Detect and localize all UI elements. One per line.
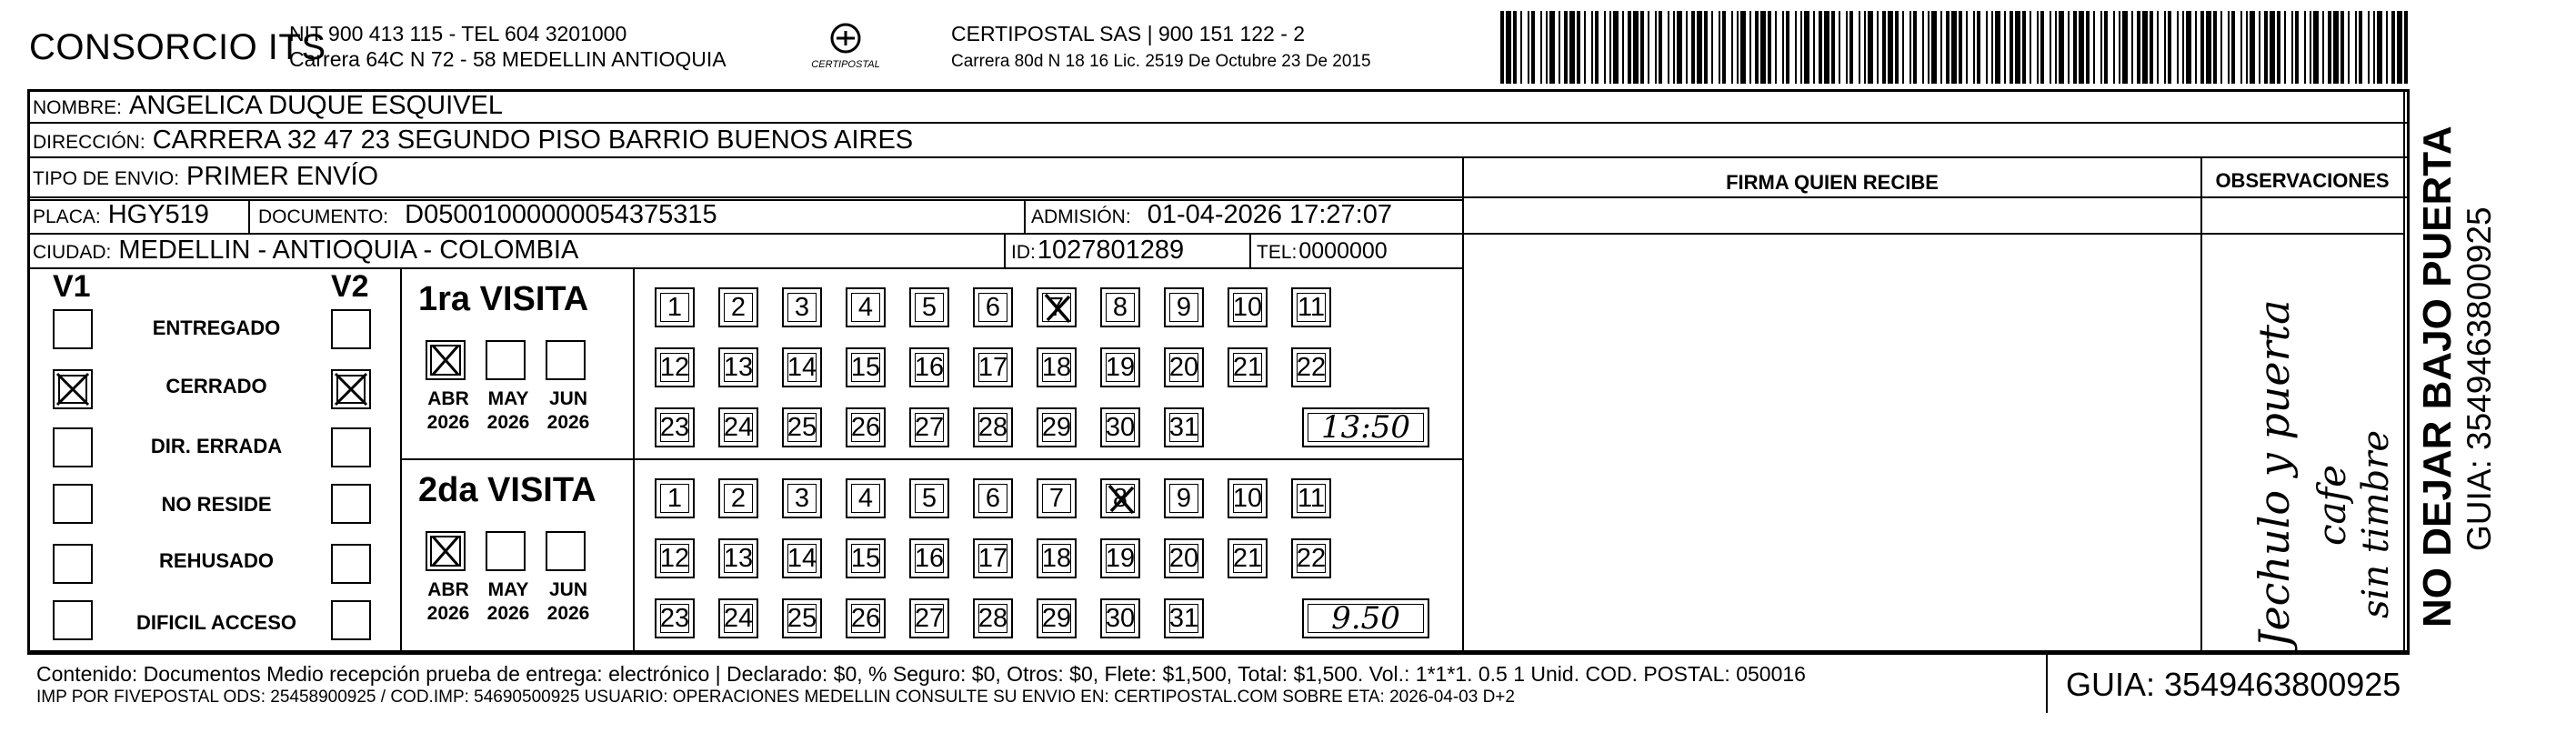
day-box[interactable]: 19 [1100, 538, 1140, 578]
footer-line1: Contenido: Documentos Medio recepción prueba de entrega: electrónico | Declarado: $0, % Seguro: $0, Otros: $0, Flete: $1,500, Total: $1,500. Vol.: 1*1*1. 0.5 1 Unid. COD. POSTAL: 050016 [36, 662, 1806, 686]
placa-label: PLACA: [33, 206, 101, 227]
day-box[interactable]: 17 [973, 347, 1013, 387]
day-box[interactable]: 8 [1100, 478, 1140, 518]
obs-hand-3: sin timbre [2355, 430, 2397, 618]
month-name: JUN [548, 579, 587, 600]
day-box[interactable]: 15 [846, 538, 886, 578]
admision-value: 01-04-2026 17:27:07 [1147, 200, 1392, 229]
day-box[interactable]: 5 [909, 287, 949, 327]
day-box[interactable]: 7 [1037, 287, 1077, 327]
month-name: MAY [487, 579, 529, 600]
visit-time: 13:50 [1321, 409, 1410, 446]
direccion-value: CARRERA 32 47 23 SEGUNDO PISO BARRIO BUENOS AIRES [152, 126, 914, 155]
day-box[interactable]: 28 [973, 407, 1013, 447]
status-label: NO RESIDE [161, 493, 272, 516]
ciudad-label: CIUDAD: [33, 242, 112, 263]
obs-hand-2: cafe [2310, 465, 2354, 546]
day-box[interactable]: 14 [782, 538, 822, 578]
month-checkbox[interactable] [426, 531, 466, 571]
tel-row [1257, 238, 1388, 265]
day-box[interactable]: 5 [909, 478, 949, 518]
month-year: 2026 [486, 603, 530, 624]
day-box[interactable]: 1 [655, 478, 695, 518]
day-box[interactable]: 26 [846, 407, 886, 447]
observaciones-label: OBSERVACIONES [2215, 169, 2390, 192]
documento-label: DOCUMENTO: [258, 206, 389, 227]
footer-guia: GUIA: 3549463800925 [2066, 666, 2401, 703]
side-title: NO DEJAR BAJO PUERTA [2415, 126, 2460, 628]
day-box[interactable]: 25 [782, 407, 822, 447]
day-box[interactable]: 3 [782, 287, 822, 327]
ciudad-value: MEDELLIN - ANTIOQUIA - COLOMBIA [118, 236, 579, 265]
status-label: REHUSADO [159, 549, 274, 572]
tel-label: TEL: [1257, 242, 1298, 263]
admision-row [1031, 200, 1392, 230]
placa-row [33, 200, 209, 230]
obs-hand-1: Jechulo y puerta [2250, 299, 2299, 648]
visit-title: 2da VISITA [418, 471, 596, 509]
month-checkbox[interactable] [546, 531, 586, 571]
visit-time-box[interactable] [1302, 598, 1429, 638]
day-box[interactable]: 16 [909, 538, 949, 578]
nit-line: NIT 900 413 115 - TEL 604 3201000 [289, 22, 627, 45]
month-label [538, 387, 598, 435]
month-checkbox[interactable] [426, 340, 466, 380]
day-box[interactable]: 4 [846, 287, 886, 327]
nombre-label: NOMBRE: [33, 97, 123, 118]
month-name: ABR [427, 579, 469, 600]
nombre-row [33, 91, 503, 121]
month-year: 2026 [426, 603, 470, 624]
day-box[interactable]: 31 [1164, 598, 1204, 638]
id-label: ID: [1011, 242, 1036, 263]
day-box[interactable]: 2 [718, 478, 758, 518]
day-box[interactable]: 22 [1291, 538, 1331, 578]
day-box[interactable]: 9 [1164, 287, 1204, 327]
day-box[interactable]: 29 [1037, 598, 1077, 638]
day-box[interactable]: 18 [1037, 538, 1077, 578]
day-box[interactable]: 27 [909, 407, 949, 447]
day-box[interactable]: 13 [718, 538, 758, 578]
day-box[interactable]: 25 [782, 598, 822, 638]
day-box[interactable]: 6 [973, 478, 1013, 518]
status-v1-checkbox[interactable] [53, 544, 93, 584]
month-label [418, 578, 478, 626]
id-row [1011, 236, 1184, 266]
status-v2-checkbox[interactable] [331, 309, 371, 349]
month-label [418, 387, 478, 435]
side-guia: GUIA: 3549463800925 [2461, 206, 2498, 551]
day-box[interactable]: 19 [1100, 347, 1140, 387]
month-label [478, 387, 538, 435]
sig-divider [1462, 233, 2403, 235]
status-v1-checkbox[interactable] [53, 484, 93, 524]
courier-line: CERTIPOSTAL SAS | 900 151 122 - 2 [951, 22, 1306, 45]
month-label [538, 578, 598, 626]
day-box[interactable]: 20 [1164, 347, 1204, 387]
day-box[interactable]: 26 [846, 598, 886, 638]
status-v1-checkbox[interactable] [53, 600, 93, 640]
day-box[interactable]: 10 [1228, 287, 1268, 327]
day-box[interactable]: 3 [782, 478, 822, 518]
day-box[interactable]: 7 [1037, 478, 1077, 518]
month-name: MAY [487, 388, 529, 409]
placa-value: HGY519 [107, 200, 209, 229]
ciudad-row [33, 236, 578, 266]
day-box[interactable]: 24 [718, 407, 758, 447]
day-box[interactable]: 13 [718, 347, 758, 387]
status-label: DIR. ERRADA [150, 435, 283, 457]
status-v1-checkbox[interactable] [53, 309, 93, 349]
footer-line2: IMP POR FIVEPOSTAL ODS: 25458900925 / COD.IMP: 54690500925 USUARIO: OPERACIONES MEDELLIN CONSULTE SU ENVIO EN: CERTIPOSTAL.COM SOBRE ETA: 2026-04-03 D+2 [36, 688, 1515, 707]
month-year: 2026 [426, 412, 470, 433]
status-v2-checkbox[interactable] [331, 427, 371, 467]
logo-caption: CERTIPOSTAL [811, 59, 880, 70]
day-box[interactable]: 17 [973, 538, 1013, 578]
documento-value: D05001000000054375315 [405, 200, 717, 229]
month-checkbox[interactable] [486, 531, 526, 571]
visit-time-box[interactable] [1302, 407, 1429, 447]
footer-guia-box [2046, 653, 2410, 713]
visit-title: 1ra VISITA [418, 280, 589, 318]
firma-label: FIRMA QUIEN RECIBE [1726, 171, 1939, 194]
visit-time: 9.50 [1331, 600, 1400, 637]
day-box[interactable]: 11 [1291, 478, 1331, 518]
day-box[interactable]: 22 [1291, 347, 1331, 387]
day-box[interactable]: 29 [1037, 407, 1077, 447]
courier-license: Carrera 80d N 18 16 Lic. 2519 De Octubre 23 De 2015 [951, 52, 1371, 71]
month-checkbox[interactable] [546, 340, 586, 380]
tipo-label: TIPO DE ENVIO: [33, 168, 180, 189]
day-box[interactable]: 12 [655, 538, 695, 578]
day-box[interactable]: 2 [718, 287, 758, 327]
month-checkbox[interactable] [486, 340, 526, 380]
day-box[interactable]: 27 [909, 598, 949, 638]
status-v2-checkbox[interactable] [331, 369, 371, 409]
certipostal-logo-icon [809, 20, 882, 73]
month-name: ABR [427, 388, 469, 409]
admision-label: ADMISIÓN: [1031, 206, 1131, 227]
nombre-value: ANGELICA DUQUE ESQUIVEL [129, 91, 503, 120]
day-box[interactable]: 11 [1291, 287, 1331, 327]
day-box[interactable]: 23 [655, 598, 695, 638]
tel-value: 0000000 [1298, 238, 1388, 264]
month-year: 2026 [546, 603, 590, 624]
id-value: 1027801289 [1037, 236, 1185, 265]
status-v2-checkbox[interactable] [331, 484, 371, 524]
tipo-row [33, 162, 378, 192]
status-label: ENTREGADO [152, 316, 281, 339]
day-box[interactable]: 30 [1100, 407, 1140, 447]
day-box[interactable]: 9 [1164, 478, 1204, 518]
status-v1-checkbox[interactable] [53, 427, 93, 467]
month-year: 2026 [546, 412, 590, 433]
day-box[interactable]: 24 [718, 598, 758, 638]
day-box[interactable]: 6 [973, 287, 1013, 327]
day-box[interactable]: 14 [782, 347, 822, 387]
day-box[interactable]: 20 [1164, 538, 1204, 578]
day-box[interactable]: 8 [1100, 287, 1140, 327]
day-box[interactable]: 1 [655, 287, 695, 327]
day-box[interactable]: 21 [1228, 347, 1268, 387]
status-v2-checkbox[interactable] [331, 544, 371, 584]
v2-header: V2 [331, 269, 369, 304]
day-box[interactable]: 15 [846, 347, 886, 387]
day-box[interactable]: 28 [973, 598, 1013, 638]
day-box[interactable]: 10 [1228, 478, 1268, 518]
status-v2-checkbox[interactable] [331, 600, 371, 640]
month-label [478, 578, 538, 626]
month-year: 2026 [486, 412, 530, 433]
day-box[interactable]: 31 [1164, 407, 1204, 447]
tipo-value: PRIMER ENVÍO [186, 162, 379, 191]
address-line: Carrera 64C N 72 - 58 MEDELLIN ANTIOQUIA [289, 47, 727, 71]
day-box[interactable]: 16 [909, 347, 949, 387]
month-name: JUN [548, 388, 587, 409]
v1-header: V1 [53, 269, 91, 304]
direccion-row [33, 126, 913, 156]
day-box[interactable]: 23 [655, 407, 695, 447]
day-box[interactable]: 4 [846, 478, 886, 518]
day-box[interactable]: 12 [655, 347, 695, 387]
status-label: CERRADO [165, 375, 267, 397]
status-v1-checkbox[interactable] [53, 369, 93, 409]
brand-name: CONSORCIO ITS [29, 27, 326, 67]
status-label: DIFICIL ACCESO [135, 611, 296, 634]
barcode [1500, 11, 2410, 84]
day-box[interactable]: 21 [1228, 538, 1268, 578]
day-box[interactable]: 18 [1037, 347, 1077, 387]
day-box[interactable]: 30 [1100, 598, 1140, 638]
documento-row [258, 200, 717, 230]
direccion-label: DIRECCIÓN: [33, 132, 145, 153]
